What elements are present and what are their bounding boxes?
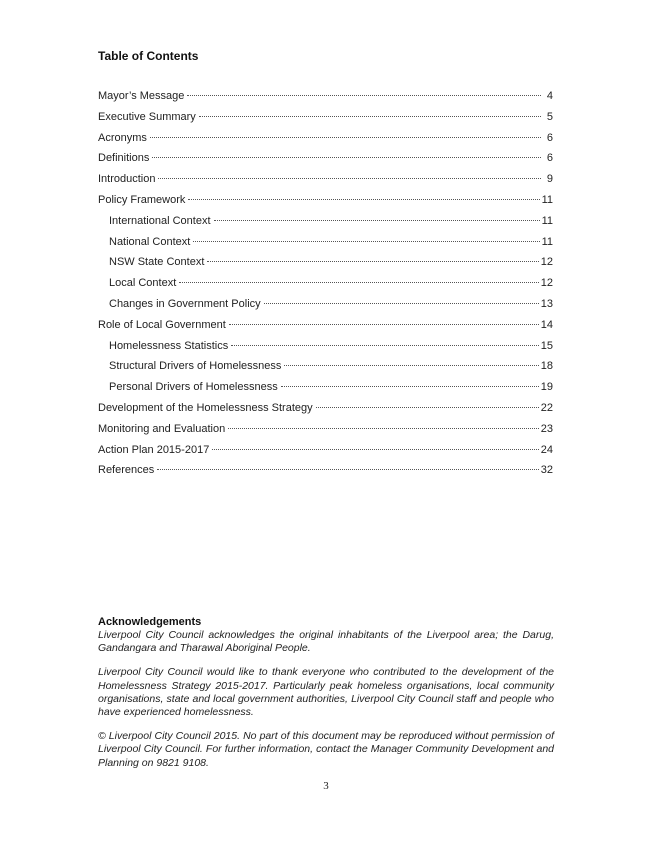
toc-dot-leader — [231, 345, 539, 346]
copyright-paragraph: © Liverpool City Council 2015. No part of this document may be reproduced without permission of Liverpool City Council. For further information, contact the Manager Community Development and Planning on 9821 9108. — [98, 730, 554, 769]
toc-entry-label: Executive Summary — [98, 110, 196, 123]
toc-entry-page: 23 — [540, 422, 553, 435]
toc-dot-leader — [193, 241, 539, 242]
toc-entry-page: 6 — [546, 152, 553, 165]
toc-dot-leader — [316, 407, 539, 408]
toc-entry-label: National Context — [109, 235, 191, 248]
toc-entry-label: Monitoring and Evaluation — [98, 422, 226, 435]
toc-entry-label: NSW State Context — [109, 256, 205, 269]
toc-entry-page: 9 — [546, 173, 553, 186]
toc-entry-definitions[interactable] — [98, 152, 553, 173]
toc-entry-international-context[interactable] — [98, 215, 553, 236]
toc-entry-page: 5 — [546, 110, 553, 123]
toc-dot-leader — [179, 282, 538, 283]
toc-dot-leader — [228, 428, 539, 429]
toc-entry-label: Development of the Homelessness Strategy — [98, 401, 313, 414]
toc-entry-page: 11 — [541, 235, 553, 248]
toc-entry-label: Personal Drivers of Homelessness — [109, 381, 278, 394]
toc-entry-label: Introduction — [98, 173, 156, 186]
toc-entry-monitoring-and-evaluation[interactable] — [98, 423, 553, 444]
toc-entry-label: Changes in Government Policy — [109, 297, 261, 310]
toc-dot-leader — [152, 157, 541, 158]
toc-entry-label: Definitions — [98, 152, 150, 165]
toc-entry-page: 13 — [540, 297, 553, 310]
toc-entry-introduction[interactable] — [98, 173, 553, 194]
toc-dot-leader — [264, 303, 539, 304]
toc-entry-label: Mayor’s Message — [98, 90, 185, 102]
acknowledgements-section — [98, 616, 554, 781]
toc-entry-page: 12 — [540, 256, 553, 269]
toc-entry-page: 18 — [540, 360, 553, 373]
toc-entry-label: Local Context — [109, 277, 177, 290]
toc-entry-acronyms[interactable] — [98, 132, 553, 153]
acknowledgement-paragraph: Liverpool City Council acknowledges the original inhabitants of the Liverpool area; the Darug, Gandangara and Tharawal Aboriginal People. — [98, 629, 554, 655]
page-number: 3 — [323, 780, 329, 792]
toc-entry-personal-drivers[interactable] — [98, 381, 553, 402]
toc-dot-leader — [150, 137, 541, 138]
toc-entry-mayors-message[interactable] — [98, 90, 553, 111]
toc-entry-label: Structural Drivers of Homelessness — [109, 360, 282, 373]
toc-entry-development-of-strategy[interactable] — [98, 402, 553, 423]
toc-entry-page: 11 — [541, 214, 553, 227]
toc-entry-label: Homelessness Statistics — [109, 339, 229, 352]
toc-entry-label: Policy Framework — [98, 193, 186, 206]
toc-entry-national-context[interactable] — [98, 236, 553, 257]
toc-entry-label: Role of Local Government — [98, 318, 226, 331]
acknowledgements-heading: Acknowledgements — [98, 616, 202, 628]
toc-dot-leader — [158, 178, 541, 179]
toc-entry-page: 6 — [546, 131, 553, 144]
toc-dot-leader — [157, 469, 538, 470]
toc-dot-leader — [284, 365, 538, 366]
toc-entry-label: Action Plan 2015-2017 — [98, 443, 210, 456]
toc-entry-label: References — [98, 464, 155, 477]
toc-dot-leader — [188, 199, 539, 200]
toc-dot-leader — [212, 449, 538, 450]
toc-dot-leader — [281, 386, 539, 387]
toc-entry-changes-in-government-policy[interactable] — [98, 298, 553, 319]
toc-entry-label: Acronyms — [98, 131, 147, 144]
toc-entry-label: International Context — [109, 214, 211, 227]
toc-dot-leader — [229, 324, 539, 325]
toc-dot-leader — [187, 95, 541, 96]
toc-dot-leader — [199, 116, 541, 117]
toc-list — [98, 90, 553, 485]
toc-entry-structural-drivers[interactable] — [98, 360, 553, 381]
toc-entry-page: 4 — [546, 90, 553, 102]
thanks-paragraph: Liverpool City Council would like to thank everyone who contributed to the development of the Homelessness Strategy 2015-2017. Particularly peak homeless organisations, local community organisations, state and local government authorities, Liverpool City Council staff and people who have experienced homelessness. — [98, 666, 554, 719]
toc-entry-page: 11 — [541, 193, 553, 206]
toc-entry-page: 12 — [540, 277, 553, 290]
toc-entry-role-of-local-government[interactable] — [98, 319, 553, 340]
toc-entry-references[interactable] — [98, 464, 553, 485]
toc-entry-page: 15 — [540, 339, 553, 352]
toc-entry-executive-summary[interactable] — [98, 111, 553, 132]
toc-entry-page: 22 — [540, 401, 553, 414]
toc-entry-local-context[interactable] — [98, 277, 553, 298]
toc-dot-leader — [214, 220, 540, 221]
toc-entry-page: 32 — [540, 464, 553, 477]
toc-entry-homelessness-statistics[interactable] — [98, 340, 553, 361]
toc-entry-page: 19 — [540, 381, 553, 394]
toc-dot-leader — [207, 261, 538, 262]
toc-entry-action-plan[interactable] — [98, 444, 553, 465]
toc-entry-page: 24 — [540, 443, 553, 456]
toc-entry-page: 14 — [540, 318, 553, 331]
toc-title: Table of Contents — [98, 49, 199, 63]
toc-entry-policy-framework[interactable] — [98, 194, 553, 215]
toc-entry-nsw-state-context[interactable] — [98, 256, 553, 277]
